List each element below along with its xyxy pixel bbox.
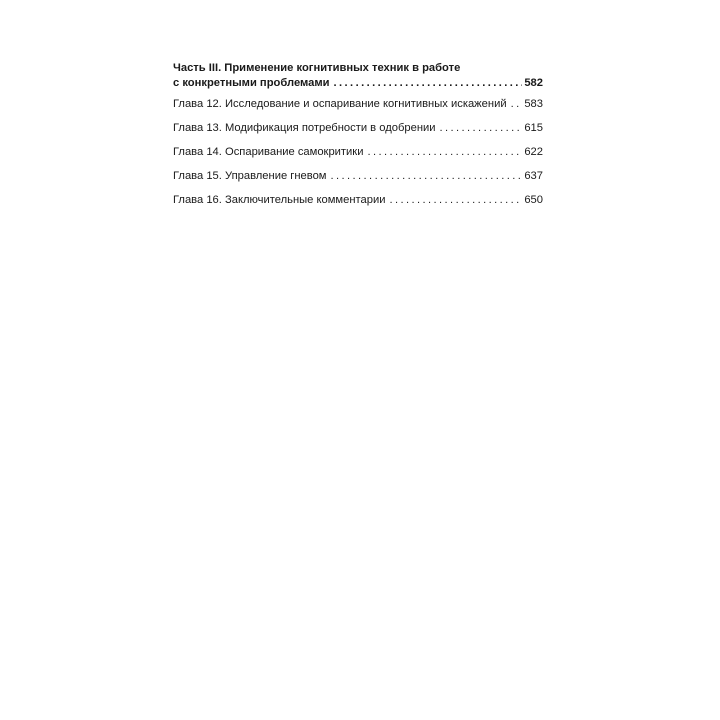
chapter-page-number: 622 [524, 146, 543, 158]
chapter-title: Глава 12. Исследование и оспаривание когнитивных искажений [173, 98, 507, 110]
toc-chapter-15 [173, 169, 543, 184]
toc-part-entry [173, 61, 543, 91]
toc-chapter-12 [173, 97, 543, 112]
part-page-number: 582 [524, 77, 543, 89]
chapter-title: Глава 16. Заключительные комментарии [173, 194, 386, 206]
chapter-page-number: 637 [524, 170, 543, 182]
part-title-line2-row [173, 76, 543, 91]
dot-leader [511, 97, 523, 112]
part-title-line2: с конкретными проблемами [173, 77, 330, 89]
toc-chapter-16 [173, 193, 543, 208]
chapter-page-number: 583 [524, 98, 543, 110]
chapter-title: Глава 15. Управление гневом [173, 170, 327, 182]
chapter-page-number: 650 [524, 194, 543, 206]
part-title-line1: Часть III. Применение когнитивных техник в работе [173, 62, 461, 74]
toc-chapter-14 [173, 145, 543, 160]
chapter-title: Глава 14. Оспаривание самокритики [173, 146, 364, 158]
chapter-title: Глава 13. Модификация потребности в одобрении [173, 122, 436, 134]
chapter-page-number: 615 [524, 122, 543, 134]
table-of-contents [173, 61, 543, 217]
dot-leader [389, 193, 522, 208]
dot-leader [334, 76, 523, 91]
dot-leader [331, 169, 523, 184]
dot-leader [440, 121, 523, 136]
dot-leader [367, 145, 522, 160]
toc-chapter-13 [173, 121, 543, 136]
